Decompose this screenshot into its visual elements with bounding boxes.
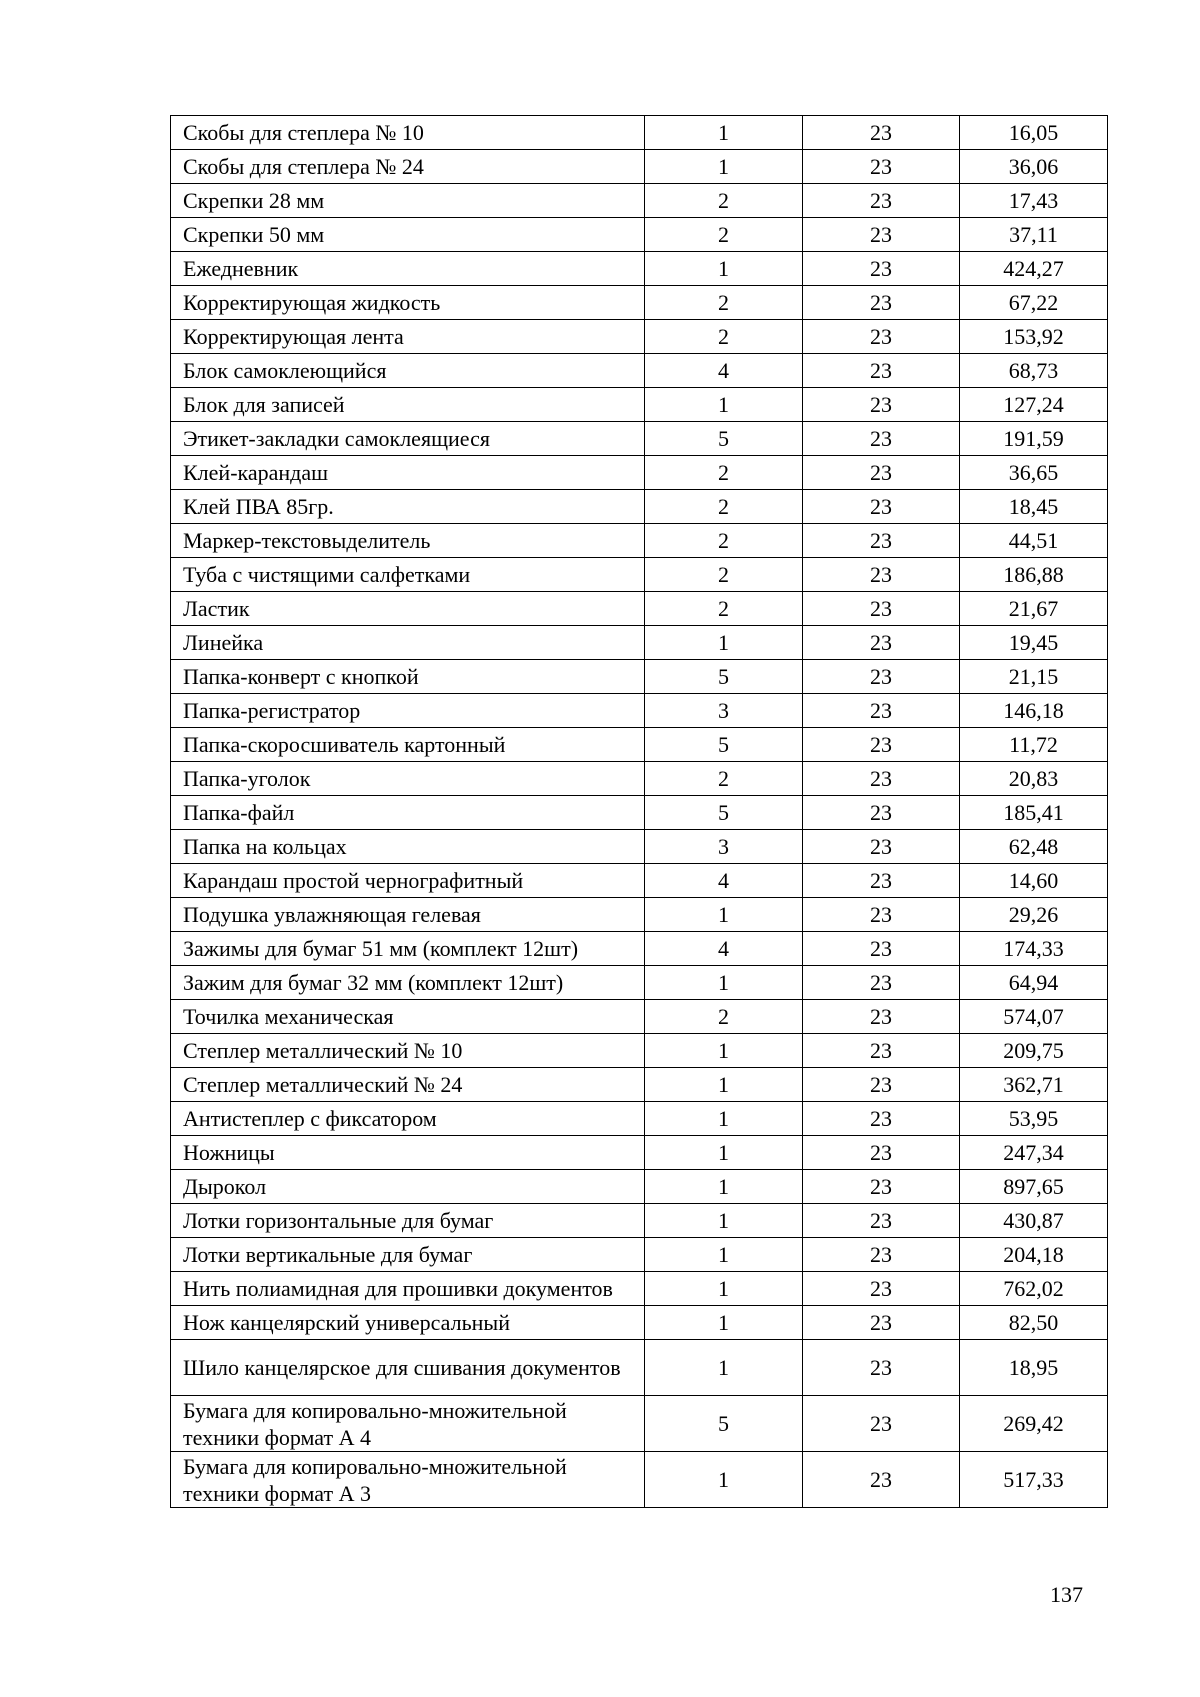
quantity-cell: 1 [645, 1068, 803, 1102]
price-cell: 64,94 [960, 966, 1108, 1000]
months-cell: 23 [803, 660, 960, 694]
quantity-cell: 2 [645, 592, 803, 626]
price-cell: 29,26 [960, 898, 1108, 932]
table-row [171, 218, 1108, 252]
table-row [171, 1102, 1108, 1136]
item-name-cell: Шило канцелярское для сшивания документов [171, 1340, 645, 1396]
table-row [171, 864, 1108, 898]
item-name-cell: Туба с чистящими салфетками [171, 558, 645, 592]
quantity-cell: 2 [645, 558, 803, 592]
quantity-cell: 5 [645, 660, 803, 694]
table-row [171, 1136, 1108, 1170]
item-name-cell: Ежедневник [171, 252, 645, 286]
quantity-cell: 1 [645, 252, 803, 286]
months-cell: 23 [803, 320, 960, 354]
price-cell: 209,75 [960, 1034, 1108, 1068]
item-name-cell: Точилка механическая [171, 1000, 645, 1034]
table-row [171, 728, 1108, 762]
item-name-cell: Маркер-текстовыделитель [171, 524, 645, 558]
quantity-cell: 1 [645, 1452, 803, 1508]
price-cell: 247,34 [960, 1136, 1108, 1170]
price-cell: 36,65 [960, 456, 1108, 490]
months-cell: 23 [803, 1000, 960, 1034]
table-row [171, 150, 1108, 184]
months-cell: 23 [803, 456, 960, 490]
months-cell: 23 [803, 286, 960, 320]
table-row [171, 422, 1108, 456]
quantity-cell: 5 [645, 728, 803, 762]
item-name-cell: Степлер металлический № 24 [171, 1068, 645, 1102]
item-name-cell: Папка-уголок [171, 762, 645, 796]
table-row [171, 116, 1108, 150]
months-cell: 23 [803, 932, 960, 966]
item-name-cell: Антистеплер с фиксатором [171, 1102, 645, 1136]
item-name-cell: Зажим для бумаг 32 мм (комплект 12шт) [171, 966, 645, 1000]
quantity-cell: 5 [645, 1396, 803, 1452]
price-cell: 127,24 [960, 388, 1108, 422]
months-cell: 23 [803, 1396, 960, 1452]
table-row [171, 1170, 1108, 1204]
months-cell: 23 [803, 592, 960, 626]
item-name-cell: Папка-скоросшиватель картонный [171, 728, 645, 762]
months-cell: 23 [803, 252, 960, 286]
quantity-cell: 1 [645, 1136, 803, 1170]
months-cell: 23 [803, 1238, 960, 1272]
price-cell: 146,18 [960, 694, 1108, 728]
months-cell: 23 [803, 728, 960, 762]
months-cell: 23 [803, 1034, 960, 1068]
price-cell: 362,71 [960, 1068, 1108, 1102]
quantity-cell: 1 [645, 388, 803, 422]
quantity-cell: 2 [645, 524, 803, 558]
item-name-cell: Дырокол [171, 1170, 645, 1204]
table-row [171, 1396, 1108, 1452]
table-row [171, 1068, 1108, 1102]
months-cell: 23 [803, 1170, 960, 1204]
months-cell: 23 [803, 898, 960, 932]
price-cell: 430,87 [960, 1204, 1108, 1238]
price-cell: 18,45 [960, 490, 1108, 524]
price-cell: 53,95 [960, 1102, 1108, 1136]
item-name-cell: Линейка [171, 626, 645, 660]
price-cell: 185,41 [960, 796, 1108, 830]
price-cell: 191,59 [960, 422, 1108, 456]
table-row [171, 796, 1108, 830]
price-cell: 16,05 [960, 116, 1108, 150]
table-row [171, 830, 1108, 864]
table-row [171, 1034, 1108, 1068]
table-row [171, 490, 1108, 524]
quantity-cell: 2 [645, 320, 803, 354]
table-row [171, 762, 1108, 796]
table-row [171, 966, 1108, 1000]
quantity-cell: 4 [645, 864, 803, 898]
price-cell: 67,22 [960, 286, 1108, 320]
item-name-cell: Скрепки 50 мм [171, 218, 645, 252]
price-cell: 82,50 [960, 1306, 1108, 1340]
item-name-cell: Папка-конверт с кнопкой [171, 660, 645, 694]
quantity-cell: 5 [645, 422, 803, 456]
quantity-cell: 1 [645, 1204, 803, 1238]
table-row [171, 524, 1108, 558]
item-name-cell: Блок для записей [171, 388, 645, 422]
item-name-cell: Степлер металлический № 10 [171, 1034, 645, 1068]
table-row [171, 1306, 1108, 1340]
item-name-cell: Папка-файл [171, 796, 645, 830]
months-cell: 23 [803, 1306, 960, 1340]
months-cell: 23 [803, 490, 960, 524]
quantity-cell: 2 [645, 490, 803, 524]
months-cell: 23 [803, 354, 960, 388]
price-cell: 153,92 [960, 320, 1108, 354]
price-cell: 20,83 [960, 762, 1108, 796]
quantity-cell: 1 [645, 898, 803, 932]
months-cell: 23 [803, 218, 960, 252]
months-cell: 23 [803, 1068, 960, 1102]
quantity-cell: 1 [645, 626, 803, 660]
item-name-cell: Подушка увлажняющая гелевая [171, 898, 645, 932]
price-cell: 44,51 [960, 524, 1108, 558]
item-name-cell: Лотки вертикальные для бумаг [171, 1238, 645, 1272]
months-cell: 23 [803, 524, 960, 558]
months-cell: 23 [803, 422, 960, 456]
item-name-cell: Бумага для копировально-множительной техники формат А 4 [171, 1396, 645, 1452]
price-cell: 21,15 [960, 660, 1108, 694]
item-name-cell: Папка на кольцах [171, 830, 645, 864]
quantity-cell: 1 [645, 1272, 803, 1306]
item-name-cell: Бумага для копировально-множительной техники формат А 3 [171, 1452, 645, 1508]
quantity-cell: 4 [645, 354, 803, 388]
quantity-cell: 2 [645, 286, 803, 320]
table-row [171, 456, 1108, 490]
quantity-cell: 4 [645, 932, 803, 966]
table-row [171, 354, 1108, 388]
quantity-cell: 5 [645, 796, 803, 830]
item-name-cell: Корректирующая жидкость [171, 286, 645, 320]
months-cell: 23 [803, 762, 960, 796]
months-cell: 23 [803, 150, 960, 184]
item-name-cell: Нож канцелярский универсальный [171, 1306, 645, 1340]
table-row [171, 1340, 1108, 1396]
item-name-cell: Клей ПВА 85гр. [171, 490, 645, 524]
price-cell: 17,43 [960, 184, 1108, 218]
months-cell: 23 [803, 864, 960, 898]
table-row [171, 898, 1108, 932]
months-cell: 23 [803, 1136, 960, 1170]
item-name-cell: Скрепки 28 мм [171, 184, 645, 218]
price-cell: 68,73 [960, 354, 1108, 388]
quantity-cell: 1 [645, 116, 803, 150]
price-cell: 19,45 [960, 626, 1108, 660]
price-cell: 21,67 [960, 592, 1108, 626]
item-name-cell: Скобы для степлера № 24 [171, 150, 645, 184]
supplies-table-body [171, 116, 1108, 1508]
table-row [171, 932, 1108, 966]
item-name-cell: Ножницы [171, 1136, 645, 1170]
quantity-cell: 1 [645, 1306, 803, 1340]
table-row [171, 184, 1108, 218]
item-name-cell: Скобы для степлера № 10 [171, 116, 645, 150]
item-name-cell: Блок самоклеющийся [171, 354, 645, 388]
months-cell: 23 [803, 626, 960, 660]
table-row [171, 388, 1108, 422]
quantity-cell: 3 [645, 830, 803, 864]
item-name-cell: Корректирующая лента [171, 320, 645, 354]
price-cell: 186,88 [960, 558, 1108, 592]
table-row [171, 1000, 1108, 1034]
item-name-cell: Ластик [171, 592, 645, 626]
quantity-cell: 1 [645, 1340, 803, 1396]
price-cell: 517,33 [960, 1452, 1108, 1508]
table-row [171, 252, 1108, 286]
months-cell: 23 [803, 1272, 960, 1306]
months-cell: 23 [803, 1204, 960, 1238]
months-cell: 23 [803, 796, 960, 830]
table-row [171, 1452, 1108, 1508]
item-name-cell: Клей-карандаш [171, 456, 645, 490]
months-cell: 23 [803, 184, 960, 218]
months-cell: 23 [803, 1102, 960, 1136]
item-name-cell: Зажимы для бумаг 51 мм (комплект 12шт) [171, 932, 645, 966]
price-cell: 14,60 [960, 864, 1108, 898]
quantity-cell: 1 [645, 1238, 803, 1272]
quantity-cell: 2 [645, 184, 803, 218]
months-cell: 23 [803, 694, 960, 728]
table-row [171, 1204, 1108, 1238]
table-row [171, 320, 1108, 354]
price-cell: 897,65 [960, 1170, 1108, 1204]
months-cell: 23 [803, 116, 960, 150]
table-row [171, 1238, 1108, 1272]
quantity-cell: 1 [645, 1102, 803, 1136]
quantity-cell: 1 [645, 1170, 803, 1204]
quantity-cell: 2 [645, 762, 803, 796]
months-cell: 23 [803, 966, 960, 1000]
item-name-cell: Карандаш простой чернографитный [171, 864, 645, 898]
table-row [171, 286, 1108, 320]
price-cell: 11,72 [960, 728, 1108, 762]
price-cell: 174,33 [960, 932, 1108, 966]
months-cell: 23 [803, 388, 960, 422]
quantity-cell: 1 [645, 966, 803, 1000]
price-cell: 18,95 [960, 1340, 1108, 1396]
quantity-cell: 1 [645, 150, 803, 184]
page-number: 137 [1050, 1582, 1083, 1607]
table-row [171, 1272, 1108, 1306]
price-cell: 37,11 [960, 218, 1108, 252]
table-row [171, 592, 1108, 626]
price-cell: 424,27 [960, 252, 1108, 286]
price-cell: 36,06 [960, 150, 1108, 184]
item-name-cell: Этикет-закладки самоклеящиеся [171, 422, 645, 456]
months-cell: 23 [803, 830, 960, 864]
price-cell: 62,48 [960, 830, 1108, 864]
quantity-cell: 2 [645, 456, 803, 490]
item-name-cell: Папка-регистратор [171, 694, 645, 728]
price-cell: 762,02 [960, 1272, 1108, 1306]
price-cell: 269,42 [960, 1396, 1108, 1452]
quantity-cell: 2 [645, 218, 803, 252]
item-name-cell: Нить полиамидная для прошивки документов [171, 1272, 645, 1306]
table-row [171, 660, 1108, 694]
quantity-cell: 2 [645, 1000, 803, 1034]
table-row [171, 558, 1108, 592]
quantity-cell: 3 [645, 694, 803, 728]
supplies-table [170, 115, 1108, 1508]
quantity-cell: 1 [645, 1034, 803, 1068]
price-cell: 574,07 [960, 1000, 1108, 1034]
table-row [171, 694, 1108, 728]
months-cell: 23 [803, 1340, 960, 1396]
table-row [171, 626, 1108, 660]
months-cell: 23 [803, 558, 960, 592]
price-cell: 204,18 [960, 1238, 1108, 1272]
item-name-cell: Лотки горизонтальные для бумаг [171, 1204, 645, 1238]
months-cell: 23 [803, 1452, 960, 1508]
